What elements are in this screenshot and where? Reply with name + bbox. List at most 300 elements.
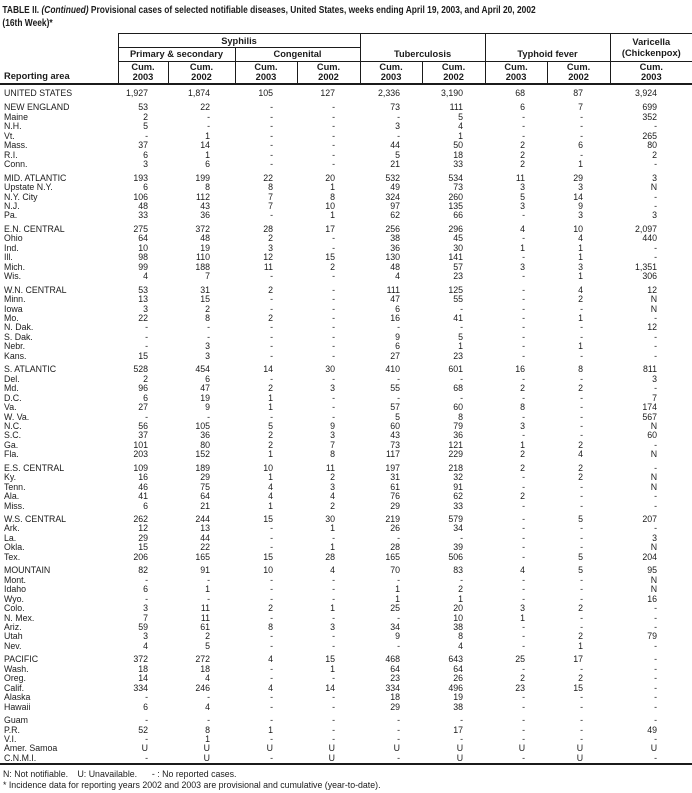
cell-value: - — [522, 304, 526, 314]
cell-value: 2 — [578, 384, 584, 394]
cell-value: - — [270, 735, 273, 744]
row-label: Maine — [4, 112, 28, 122]
cell-value: - — [580, 332, 584, 342]
cell-value: 8 — [205, 313, 210, 323]
row-label: W.N. CENTRAL — [4, 285, 67, 295]
cell-value: - — [270, 131, 273, 141]
cell-value: 49 — [647, 725, 658, 735]
table-row — [0, 473, 692, 482]
row-label: Nev. — [4, 641, 22, 651]
cell-value: - — [654, 674, 658, 684]
cell-value: 4 — [458, 641, 464, 651]
cell-value: 14 — [573, 192, 584, 202]
cell-value: - — [522, 473, 526, 483]
cell-value: 10 — [263, 566, 273, 576]
cum-header-congenital-2003: Cum. 2003 — [235, 62, 297, 85]
cell-value: 2 — [268, 313, 273, 323]
row-label: N.C. — [4, 421, 22, 431]
cell-value: - — [270, 150, 273, 160]
cell-value: 8 — [268, 623, 273, 633]
cell-value: 30 — [325, 515, 336, 525]
cell-value: 5 — [520, 192, 526, 202]
cell-value: 5 — [395, 150, 401, 160]
cell-value: 1 — [458, 342, 464, 352]
cell-value: - — [332, 342, 336, 352]
cell-value: 10 — [453, 613, 464, 623]
table-body — [0, 84, 692, 764]
cell-value: 2 — [330, 473, 336, 483]
cell-value: 324 — [385, 192, 401, 202]
cell-value: 55 — [453, 295, 464, 305]
cell-value: 29 — [390, 501, 401, 511]
cell-value: 1 — [268, 725, 273, 735]
cell-value: 496 — [448, 683, 464, 693]
cell-value: - — [654, 693, 658, 703]
cum-header-congenital-2002: Cum. 2002 — [297, 62, 360, 85]
cell-value: - — [397, 131, 401, 141]
cell-value: 66 — [453, 211, 464, 221]
cell-value: N — [650, 543, 658, 553]
cell-value: 2 — [520, 150, 526, 160]
cell-value: 1,351 — [635, 262, 658, 272]
cell-value: 244 — [195, 515, 210, 525]
cell-value: 1 — [395, 585, 401, 595]
cell-value: 105 — [195, 421, 210, 431]
cell-value: - — [397, 753, 401, 763]
cell-value: - — [580, 304, 584, 314]
cell-value: - — [654, 332, 658, 342]
cell-value: 188 — [195, 262, 210, 272]
cell-value: 3 — [520, 201, 526, 211]
cell-value: N — [650, 421, 658, 431]
cell-value: U — [576, 744, 584, 754]
table-row — [0, 595, 692, 604]
cell-value: 2 — [578, 440, 584, 450]
table-row — [0, 305, 692, 314]
cell-value: 20 — [325, 173, 336, 183]
row-label: P.R. — [4, 725, 20, 735]
cell-value: 10 — [138, 243, 148, 253]
table-row — [0, 314, 692, 323]
row-label: E.S. CENTRAL — [4, 463, 65, 473]
table-row — [0, 632, 692, 641]
cell-value: - — [580, 702, 584, 712]
cell-value: - — [460, 575, 464, 585]
cell-value: - — [522, 313, 526, 323]
cell-value: 73 — [390, 440, 401, 450]
cell-value: 2 — [268, 384, 273, 394]
table-row — [0, 394, 692, 403]
cell-value: 2 — [520, 384, 526, 394]
cell-value: 30 — [453, 243, 464, 253]
row-label: Conn. — [4, 160, 28, 170]
table-row — [0, 113, 692, 122]
cell-value: 193 — [133, 173, 148, 183]
cell-value: - — [654, 122, 658, 132]
table-row — [0, 84, 692, 99]
cell-value: 1 — [330, 664, 336, 674]
cell-value: 1 — [268, 403, 273, 413]
cell-value: 15 — [325, 655, 336, 665]
cell-value: 8 — [458, 632, 464, 642]
cell-value: 87 — [573, 88, 584, 98]
cell-value: - — [522, 585, 526, 595]
cell-value: 1 — [578, 641, 584, 651]
cell-value: 106 — [133, 192, 148, 202]
cell-value: 60 — [453, 403, 464, 413]
cell-value: - — [522, 295, 526, 305]
cell-value: 43 — [200, 201, 210, 211]
cell-value: - — [460, 393, 464, 403]
cell-value: - — [580, 585, 584, 595]
cell-value: 6 — [205, 374, 210, 384]
cell-value: 33 — [138, 211, 148, 221]
cell-value: - — [270, 272, 273, 282]
row-label: Mass. — [4, 141, 28, 151]
cell-value: 7 — [578, 103, 584, 113]
cell-value: 62 — [453, 492, 464, 502]
cell-value: 352 — [642, 112, 658, 122]
cell-value: - — [522, 122, 526, 132]
cell-value: - — [580, 664, 584, 674]
cell-value: - — [654, 160, 658, 170]
cell-value: 5 — [395, 412, 401, 422]
cell-value: 601 — [448, 365, 464, 375]
cell-value: 207 — [642, 515, 658, 525]
row-label: UNITED STATES — [4, 88, 73, 98]
cell-value: - — [332, 735, 336, 744]
cell-value: 4 — [143, 272, 148, 282]
cell-value: - — [580, 112, 584, 122]
cell-value: 62 — [390, 211, 401, 221]
cell-value: 39 — [453, 543, 464, 553]
table-row — [0, 193, 692, 202]
cell-value: 23 — [515, 683, 526, 693]
cell-value: 6 — [143, 150, 148, 160]
cell-value: 203 — [133, 450, 148, 460]
cell-value: - — [580, 524, 584, 534]
cell-value: 1 — [520, 440, 526, 450]
cell-value: - — [397, 533, 401, 543]
cell-value: 21 — [390, 160, 401, 170]
cell-value: - — [332, 131, 336, 141]
cell-value: 6 — [143, 585, 148, 595]
cell-value: 2 — [143, 374, 148, 384]
cell-value: - — [460, 716, 464, 726]
cum-header-typhoid-2002: Cum. 2002 — [547, 62, 610, 85]
cell-value: N — [650, 450, 658, 460]
cell-value: 47 — [390, 295, 401, 305]
cell-value: - — [397, 641, 401, 651]
cell-value: 2 — [520, 492, 526, 502]
cell-value: - — [654, 384, 658, 394]
cell-value: U — [203, 744, 210, 754]
cell-value: 534 — [448, 173, 464, 183]
cell-value: 10 — [325, 201, 336, 211]
row-label: Ga. — [4, 440, 19, 450]
row-label: Ohio — [4, 234, 23, 244]
column-group-primary-secondary: Primary & secondary — [118, 48, 235, 62]
cell-value: - — [460, 533, 464, 543]
cell-value: - — [332, 693, 336, 703]
cell-value: 17 — [325, 224, 336, 234]
cell-value: - — [580, 543, 584, 553]
cell-value: 61 — [200, 623, 210, 633]
cell-value: 80 — [200, 440, 210, 450]
cell-value: - — [397, 613, 401, 623]
cell-value: 1 — [578, 253, 584, 263]
table-row — [0, 403, 692, 412]
cell-value: 1 — [578, 160, 584, 170]
cell-value: 410 — [385, 365, 401, 375]
cell-value: N — [650, 473, 658, 483]
table-row — [0, 141, 692, 150]
cell-value: 275 — [133, 224, 148, 234]
cell-value: U — [518, 744, 526, 754]
row-label: Iowa — [4, 304, 23, 314]
cell-value: - — [580, 716, 584, 726]
cell-value: - — [522, 575, 526, 585]
cell-value: - — [580, 501, 584, 511]
cell-value: U — [456, 744, 464, 754]
cell-value: 15 — [573, 683, 584, 693]
cell-value: - — [522, 693, 526, 703]
cell-value: - — [332, 160, 336, 170]
table-row — [0, 202, 692, 211]
cell-value: 1 — [458, 594, 464, 604]
cell-value: 26 — [453, 674, 464, 684]
cell-value: 1 — [330, 183, 336, 193]
row-label: Ala. — [4, 492, 20, 502]
cell-value: 28 — [263, 224, 273, 234]
cell-value: 1,927 — [125, 88, 148, 98]
table-row — [0, 674, 692, 683]
cell-value: 4 — [205, 674, 210, 684]
cell-value: 218 — [448, 463, 464, 473]
cell-value: - — [522, 393, 526, 403]
cell-value: 3 — [143, 632, 148, 642]
cell-value: - — [332, 112, 336, 122]
table-row — [0, 103, 692, 112]
cell-value: 18 — [453, 150, 464, 160]
cell-value: - — [522, 501, 526, 511]
cell-value: 440 — [642, 234, 658, 244]
cell-value: 1 — [578, 243, 584, 253]
cell-value: 165 — [195, 552, 210, 562]
cell-value: 48 — [200, 234, 210, 244]
row-label: MID. ATLANTIC — [4, 173, 67, 183]
table-row — [0, 151, 692, 160]
table-row — [0, 225, 692, 234]
cell-value: 16 — [647, 594, 658, 604]
cell-value: - — [522, 552, 526, 562]
cell-value: 2 — [268, 285, 273, 295]
cell-value: - — [522, 482, 526, 492]
cell-value: 567 — [642, 412, 658, 422]
cell-value: - — [332, 412, 336, 422]
row-label: N.Y. City — [4, 192, 38, 202]
cell-value: 28 — [390, 543, 401, 553]
cell-value: 12 — [647, 285, 658, 295]
cell-value: 22 — [200, 543, 210, 553]
table-row — [0, 576, 692, 585]
table-header — [0, 34, 692, 85]
table-row — [0, 492, 692, 501]
cell-value: 98 — [138, 253, 148, 263]
cell-value: - — [397, 323, 401, 333]
table-row — [0, 384, 692, 393]
cell-value: 75 — [200, 482, 210, 492]
cell-value: - — [270, 103, 273, 113]
cell-value: - — [460, 304, 464, 314]
row-label: N.J. — [4, 201, 20, 211]
table-row — [0, 365, 692, 374]
cell-value: - — [270, 585, 273, 595]
cell-value: 43 — [390, 431, 401, 441]
cell-value: 4 — [268, 492, 273, 502]
cell-value: - — [270, 211, 273, 221]
cell-value: U — [393, 744, 401, 754]
cell-value: 12 — [138, 524, 148, 534]
cell-value: - — [522, 253, 526, 263]
cell-value: - — [332, 304, 336, 314]
table-row — [0, 716, 692, 725]
cell-value: 1 — [268, 393, 273, 403]
cell-value: 15 — [200, 295, 210, 305]
table-row — [0, 726, 692, 735]
cell-value: 197 — [385, 463, 401, 473]
table-row — [0, 604, 692, 613]
cell-value: 5 — [205, 641, 210, 651]
cell-value: 165 — [385, 552, 401, 562]
cell-value: - — [332, 272, 336, 282]
row-label: Tex. — [4, 552, 21, 562]
cell-value: 16 — [390, 313, 401, 323]
cell-value: 1 — [520, 243, 526, 253]
row-label: Mich. — [4, 262, 26, 272]
cell-value: 7 — [330, 440, 336, 450]
cell-value: 31 — [200, 285, 210, 295]
cell-value: - — [270, 702, 273, 712]
row-label: R.I. — [4, 150, 18, 160]
cell-value: 38 — [453, 623, 464, 633]
cell-value: - — [654, 440, 658, 450]
cell-value: 296 — [448, 224, 464, 234]
cell-value: 64 — [390, 664, 401, 674]
cell-value: - — [145, 594, 148, 604]
cell-value: N — [650, 575, 658, 585]
cell-value: - — [270, 141, 273, 151]
cell-value: 25 — [390, 604, 401, 614]
cell-value: 6 — [395, 304, 401, 314]
cell-value: - — [522, 641, 526, 651]
row-label: Ind. — [4, 243, 19, 253]
cell-value: - — [145, 342, 148, 352]
cell-value: - — [270, 374, 273, 384]
cell-value: 73 — [453, 183, 464, 193]
cell-value: 15 — [263, 515, 273, 525]
cell-value: - — [270, 716, 273, 726]
table-row — [0, 515, 692, 524]
cell-value: 4 — [520, 566, 526, 576]
cell-value: 101 — [133, 440, 148, 450]
cell-value: 36 — [200, 431, 210, 441]
cell-value: - — [270, 693, 273, 703]
cell-value: 3 — [578, 183, 584, 193]
cell-value: - — [580, 575, 584, 585]
table-row — [0, 160, 692, 169]
cell-value: 532 — [385, 173, 401, 183]
cell-value: 4 — [268, 482, 273, 492]
cell-value: 45 — [453, 234, 464, 244]
cell-value: 265 — [642, 131, 658, 141]
column-group-congenital: Congenital — [235, 48, 360, 62]
cell-value: - — [270, 323, 273, 333]
cell-value: 372 — [195, 224, 210, 234]
cell-value: - — [580, 492, 584, 502]
cell-value: 47 — [200, 384, 210, 394]
header-blank-cell — [0, 34, 118, 48]
cell-value: 2 — [268, 431, 273, 441]
cell-value: - — [522, 351, 526, 361]
cell-value: 306 — [642, 272, 658, 282]
varicella-label-line1: Varicella — [632, 36, 671, 47]
cell-value: - — [397, 112, 401, 122]
row-label: E.N. CENTRAL — [4, 224, 65, 234]
cell-value: 2 — [205, 304, 210, 314]
row-label: Miss. — [4, 501, 25, 511]
cell-value: 8 — [520, 403, 526, 413]
cell-value: 27 — [390, 351, 401, 361]
row-label: N. Dak. — [4, 323, 34, 333]
cell-value: - — [522, 702, 526, 712]
cell-value: - — [580, 594, 584, 604]
row-label: Alaska — [4, 693, 31, 703]
cell-value: 111 — [386, 285, 401, 295]
table-row — [0, 132, 692, 141]
cell-value: 3 — [330, 384, 336, 394]
cell-value: 3 — [143, 160, 148, 170]
row-label: PACIFIC — [4, 655, 39, 665]
cell-value: 7 — [205, 272, 210, 282]
cell-value: 70 — [390, 566, 401, 576]
row-label: Wash. — [4, 664, 29, 674]
cell-value: 1 — [205, 150, 210, 160]
cell-value: 29 — [138, 533, 148, 543]
cell-value: 2 — [268, 440, 273, 450]
cell-value: 48 — [138, 201, 148, 211]
cell-value: - — [207, 323, 210, 333]
row-label: Okla. — [4, 543, 25, 553]
row-label: W. Va. — [4, 412, 30, 422]
cell-value: 91 — [453, 482, 464, 492]
cell-value: - — [332, 313, 336, 323]
cell-value: 2 — [578, 463, 584, 473]
cell-value: - — [654, 753, 658, 763]
cell-value: 49 — [390, 183, 401, 193]
cell-value: 41 — [453, 313, 464, 323]
cell-value: 7 — [268, 201, 273, 211]
cell-value: 117 — [386, 450, 401, 460]
cell-value: - — [460, 735, 464, 744]
column-group-varicella — [610, 34, 692, 62]
cell-value: 3,190 — [441, 88, 464, 98]
cell-value: 17 — [573, 655, 584, 665]
cell-value: 454 — [195, 365, 210, 375]
cell-value: 10 — [573, 224, 584, 234]
cell-value: 3 — [330, 623, 336, 633]
table-row — [0, 422, 692, 431]
